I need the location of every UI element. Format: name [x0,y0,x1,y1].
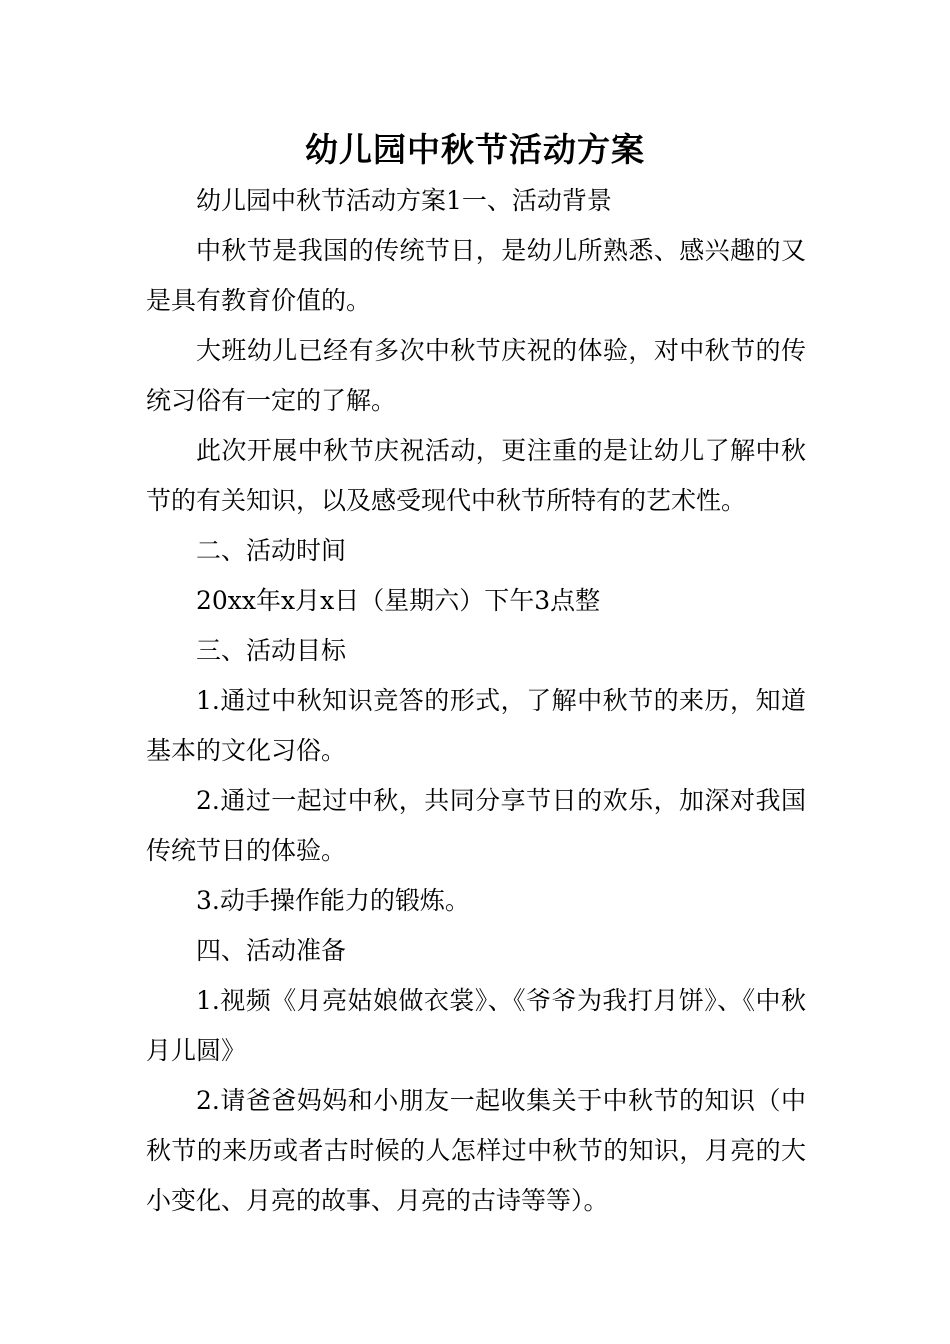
paragraph-preparation-2: 2.请爸爸妈妈和小朋友一起收集关于中秋节的知识（中秋节的来历或者古时候的人怎样过中秋节的知识，月亮的大小变化、月亮的故事、月亮的古诗等等）。 [146,1086,806,1215]
paragraph-goal-1: 1.通过中秋知识竞答的形式，了解中秋节的来历，知道基本的文化习俗。 [146,686,806,765]
paragraph-goal-2: 2.通过一起过中秋，共同分享节日的欢乐，加深对我国传统节日的体验。 [146,786,806,865]
paragraph-background-3: 此次开展中秋节庆祝活动，更注重的是让幼儿了解中秋节的有关知识，以及感受现代中秋节所特有的艺术性。 [146,436,806,515]
paragraph-background-2: 大班幼儿已经有多次中秋节庆祝的体验，对中秋节的传统习俗有一定的了解。 [146,336,806,415]
section-heading-goals: 三、活动目标 [196,636,347,665]
section-heading-preparation: 四、活动准备 [196,936,347,965]
paragraph-preparation-1: 1.视频《月亮姑娘做衣裳》、《爷爷为我打月饼》、《中秋月儿圆》 [146,986,806,1065]
paragraph-goal-3: 3.动手操作能力的锻炼。 [196,886,470,915]
document-title: 幼儿园中秋节活动方案 [305,130,645,169]
paragraph-intro-heading: 幼儿园中秋节活动方案1一、活动背景 [196,186,612,215]
document-body [146,176,806,1226]
paragraph-background-1: 中秋节是我国的传统节日，是幼儿所熟悉、感兴趣的又是具有教育价值的。 [146,236,806,315]
section-heading-time: 二、活动时间 [196,536,347,565]
paragraph-time-value: 20xx年x月x日（星期六）下午3点整 [196,586,601,615]
